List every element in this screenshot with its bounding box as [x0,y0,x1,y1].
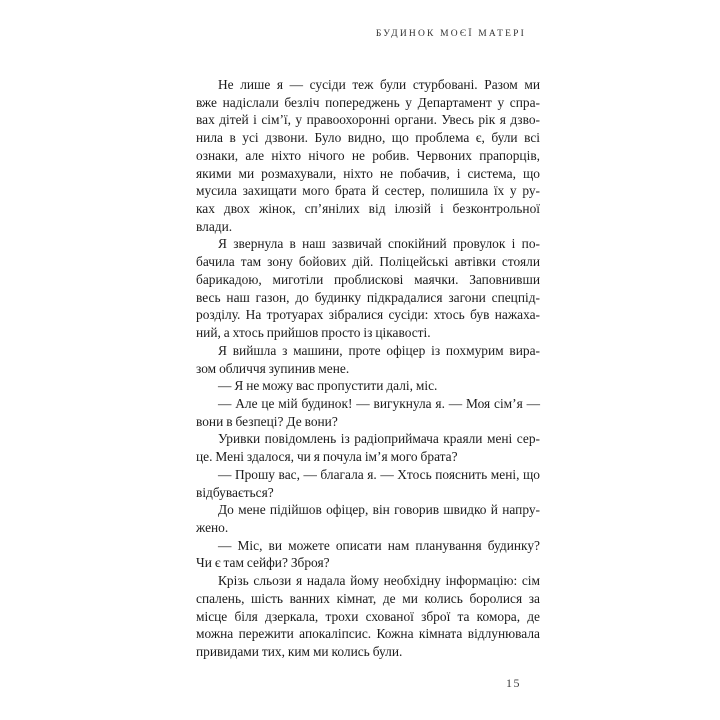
text-line: барикадою, миготіли проблискові маячки. Заповнивши [196,271,540,287]
text-line: місце біля дзеркала, трохи схованої зброї та комора, де [196,608,540,624]
text-line: Крізь сльози я надала йому необхідну інформацію: сім [218,573,540,589]
text-line: жено. [196,519,229,535]
text-line: відбувається? [196,484,274,500]
text-block [196,76,540,661]
text-line: Я звернула в наш зазвичай спокійний провулок і по- [218,236,540,252]
text-line: вже надіслали безліч попереджень у Департамент у спра- [196,94,540,110]
text-line: — Я не можу вас пропустити далі, міс. [218,378,438,394]
paragraph [196,76,540,235]
text-line: — Міс, ви можете описати нам планування будинку? [218,537,540,553]
text-line: Чи є там сейфи? Зброя? [196,555,330,571]
text-line: ний, а хтось прийшов просто із цікавості. [196,325,431,341]
text-line: — Але це мій будинок! — вигукнула я. — Моя сім’я — [218,395,540,411]
text-line: мусила захищати мого брата й сестер, полишила їх у ру- [196,183,540,199]
text-line: Я вийшла з машини, проте офіцер із похмурим вира- [218,342,540,358]
paragraph [196,572,540,661]
paragraph [196,395,540,430]
paragraph [196,501,540,536]
text-line: вони в безпеці? Де вони? [196,413,338,429]
text-line: ках двох жінок, сп’янілих від ілюзій і безконтрольної [196,201,540,217]
text-line: Не лише я — сусіди теж були стурбовані. Разом ми [218,77,540,92]
text-line: влади. [196,218,233,234]
text-line: ознаки, але ніхто нічого не робив. Червоних прапорців, [196,147,540,163]
text-line: це. Мені здалося, чи я почула ім’я мого брата? [196,449,458,465]
text-line: До мене підійшов офіцер, він говорив швидко й напру- [218,502,540,518]
text-line: привидами тих, ким ми колись були. [196,644,403,659]
paragraph [196,342,540,377]
paragraph [196,377,540,395]
text-line: нила в усі дзвони. Було видно, що проблема є, були всі [196,130,540,146]
text-line: якими ми розмахували, ніхто не побачив, і система, що [196,165,540,181]
text-line: весь наш газон, до будинку підкрадалися загони спецпід- [196,289,540,305]
page-number: 15 [506,676,521,690]
text-line: спалень, шість ванних кімнат, де ми колись боролися за [196,590,540,606]
paragraph [196,466,540,501]
running-header: БУДИНОК МОЄЇ МАТЕРІ [375,29,526,39]
paragraph [196,235,540,341]
paragraph [196,430,540,465]
text-line: можна пережити апокаліпсис. Кожна кімната відлунювала [196,626,540,642]
text-line: вах дітей і сім’ї, у правоохоронні органи. Увесь рік я дзво- [196,112,540,128]
text-line: Уривки повідомлень із радіоприймача краяли мені сер- [218,431,540,447]
paragraph [196,537,540,572]
text-line: бачила там зону бойових дій. Поліцейські автівки стояли [196,254,540,270]
text-line: розділу. На тротуарах зібралися сусіди: хтось був нажаха- [196,307,540,323]
text-line: зом обличчя зупинив мене. [196,360,350,376]
text-line: — Прошу вас, — благала я. — Хтось пояснить мені, що [218,466,540,482]
